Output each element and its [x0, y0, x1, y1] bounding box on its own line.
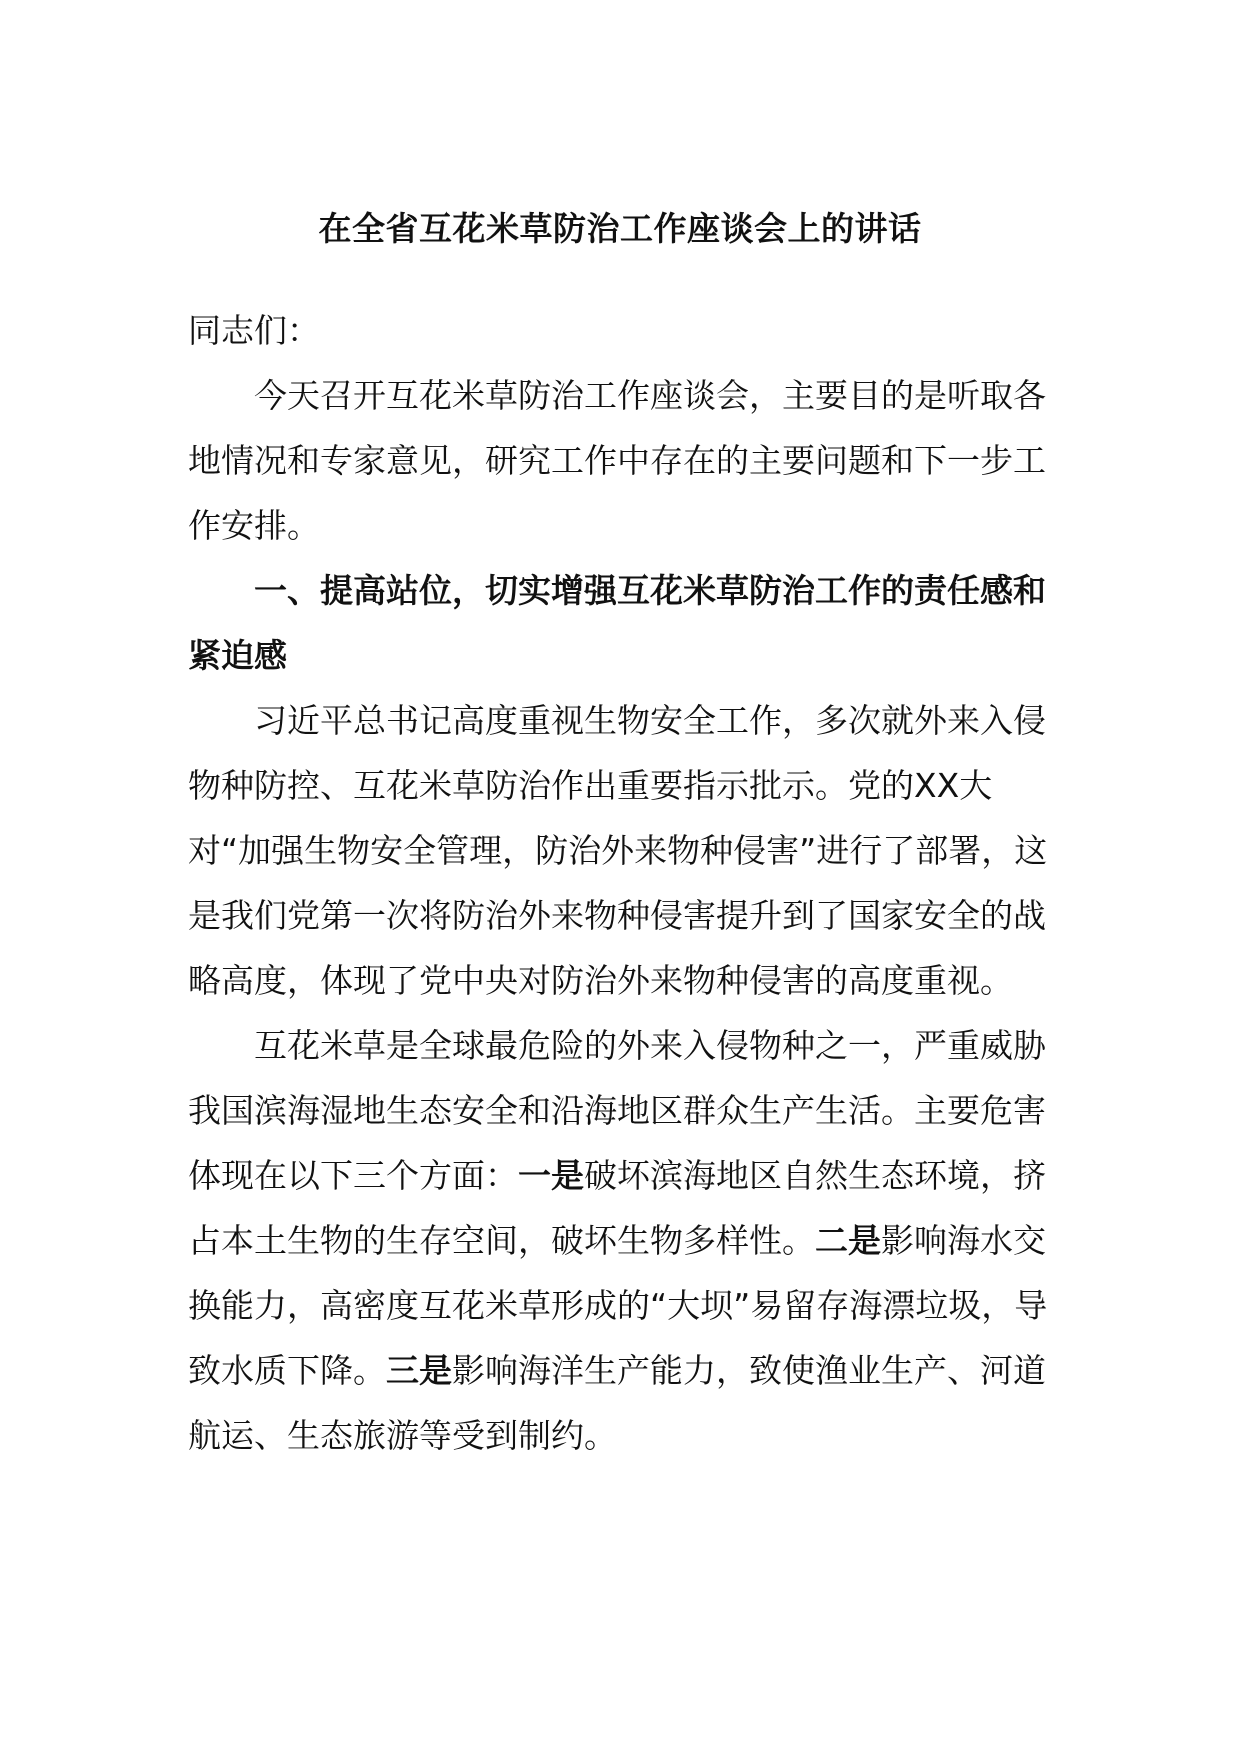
section-heading-1: 一、提高站位，切实增强互花米草防治工作的责任感和紧迫感 [188, 571, 1046, 675]
harm-lead-3: 三是 [386, 1351, 452, 1390]
paragraph-leadership-emphasis: 习近平总书记高度重视生物安全工作，多次就外来入侵物种防控、互花米草防治作出重要指示批示。党的XX大对“加强生物安全管理，防治外来物种侵害”进行了部署，这是我们党第一次将防治外来物种侵害提升到了国家安全的战略高度，体现了党中央对防治外来物种侵害的高度重视。 [188, 701, 1048, 1000]
opening-paragraph: 今天召开互花米草防治工作座谈会，主要目的是听取各地情况和专家意见，研究工作中存在的主要问题和下一步工作安排。 [188, 376, 1046, 545]
document-body [188, 298, 1058, 1468]
harm-text-3: 影响海洋生产能力，致使渔业生产、河道航运、生态旅游等受到制约。 [188, 1351, 1046, 1455]
harm-lead-1: 一是 [518, 1156, 584, 1195]
paragraph-harms [188, 1013, 1058, 1468]
document-title: 在全省互花米草防治工作座谈会上的讲话 [318, 209, 922, 248]
harm-text-2: 影响海水交换能力，高密度互花米草形成的“大坝”易留存海漂垃圾，导致水质下降。 [188, 1221, 1048, 1390]
harm-text-1: 破坏滨海地区自然生态环境，挤占本土生物的生存空间，破坏生物多样性。 [188, 1156, 1046, 1260]
harms-intro: 互花米草是全球最危险的外来入侵物种之一，严重威胁我国滨海湿地生态安全和沿海地区群众生产生活。主要危害体现在以下三个方面： [188, 1026, 1046, 1195]
harm-lead-2: 二是 [815, 1221, 881, 1260]
salutation: 同志们： [188, 311, 320, 350]
